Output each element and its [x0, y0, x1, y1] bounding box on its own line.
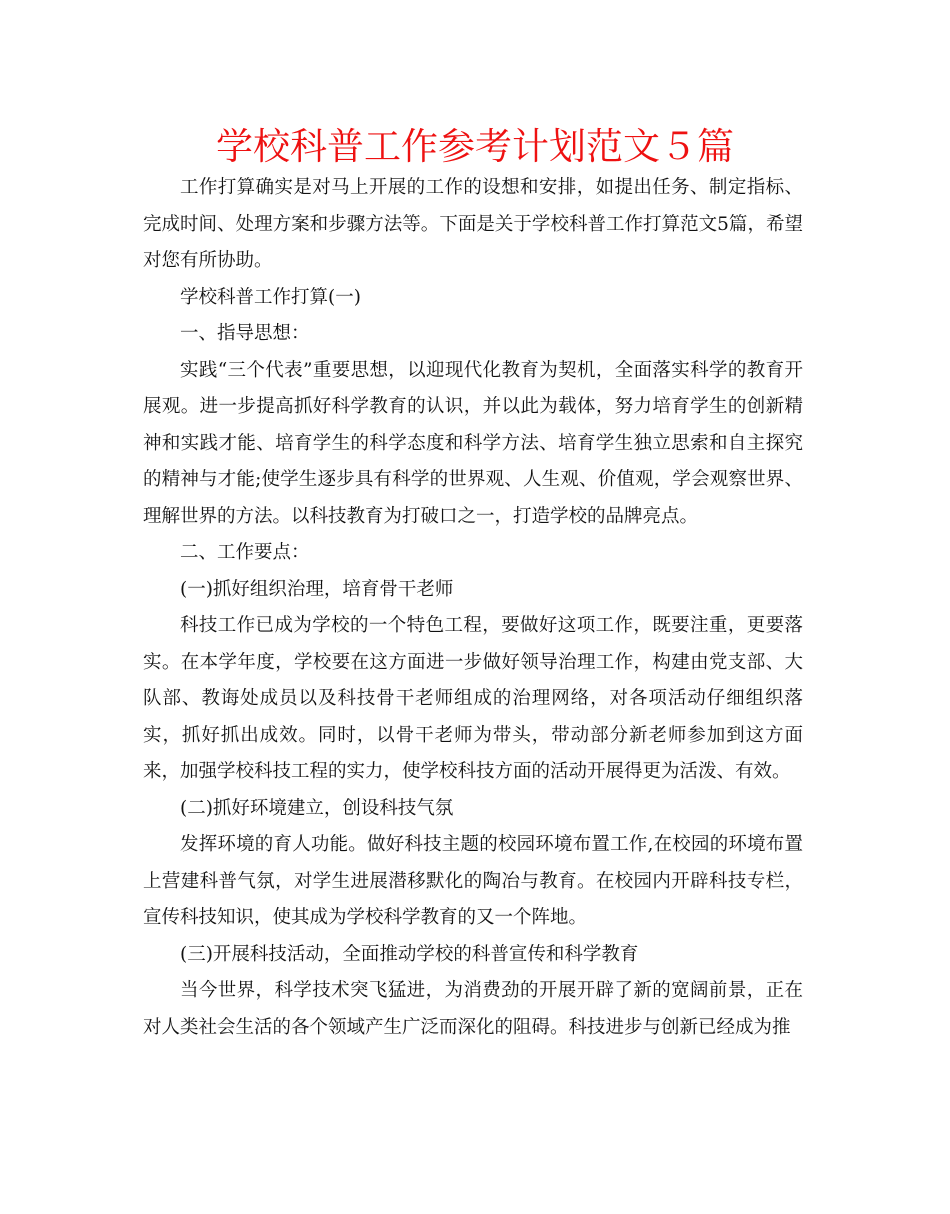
subheading-organization: (一)抓好组织治理，培育骨干老师	[180, 578, 454, 600]
heading-work-points: 二、工作要点：	[180, 542, 310, 563]
paragraph-organization: 科技工作已成为学校的一个特色工程，要做好这项工作，既要注重，更要落实。在本学年度，学校要在这方面进一步做好领导治理工作，构建由党支部、大队部、教诲处成员以及科技骨干老师组成的治理网络，对各项活动仔细组织落实，抓好抓出成效。同时，以骨干老师为带头，带动部分新老师参加到这方面来，加强学校科技工程的实力，使学校科技方面的活动开展得更为活泼、有效。	[143, 615, 803, 782]
paragraph-environment: 发挥环境的育人功能。做好科技主题的校园环境布置工作,在校园的环境布置上营建科普气氛，对学生进展潜移默化的陶冶与教育。在校园内开辟科技专栏，宣传科技知识，使其成为学校科学教育的又一个阵地。	[143, 834, 803, 928]
document-title: 学校科普工作参考计划范文５篇	[216, 125, 734, 168]
section-heading-plan-one: 学校科普工作打算(一)	[180, 286, 361, 308]
paragraph-activities: 当今世界，科学技术突飞猛进，为消费劲的开展开辟了新的宽阔前景，正在对人类社会生活的各个领域产生广泛而深化的阻碍。科技进步与创新已经成为推	[143, 980, 803, 1038]
heading-guiding-thought: 一、指导思想：	[180, 323, 310, 344]
document-body	[143, 170, 803, 1046]
paragraph-guiding-thought: 实践“三个代表”重要思想，以迎现代化教育为契机，全面落实科学的教育开展观。进一步提高抓好科学教育的认识，并以此为载体，努力培育学生的创新精神和实践才能、培育学生的科学态度和科学方法、培育学生独立思索和自主探究的精神与才能;使学生逐步具有科学的世界观、人生观、价值观，学会观察世界、理解世界的方法。以科技教育为打破口之一，打造学校的品牌亮点。	[143, 359, 803, 527]
subheading-activities: (三)开展科技活动，全面推动学校的科普宣传和科学教育	[180, 943, 639, 965]
subheading-environment: (二)抓好环境建立，创设科技气氛	[180, 797, 454, 819]
intro-paragraph: 工作打算确实是对马上开展的工作的设想和安排，如提出任务、制定指标、完成时间、处理方案和步骤方法等。下面是关于学校科普工作打算范文5篇，希望对您有所协助。	[143, 177, 803, 271]
